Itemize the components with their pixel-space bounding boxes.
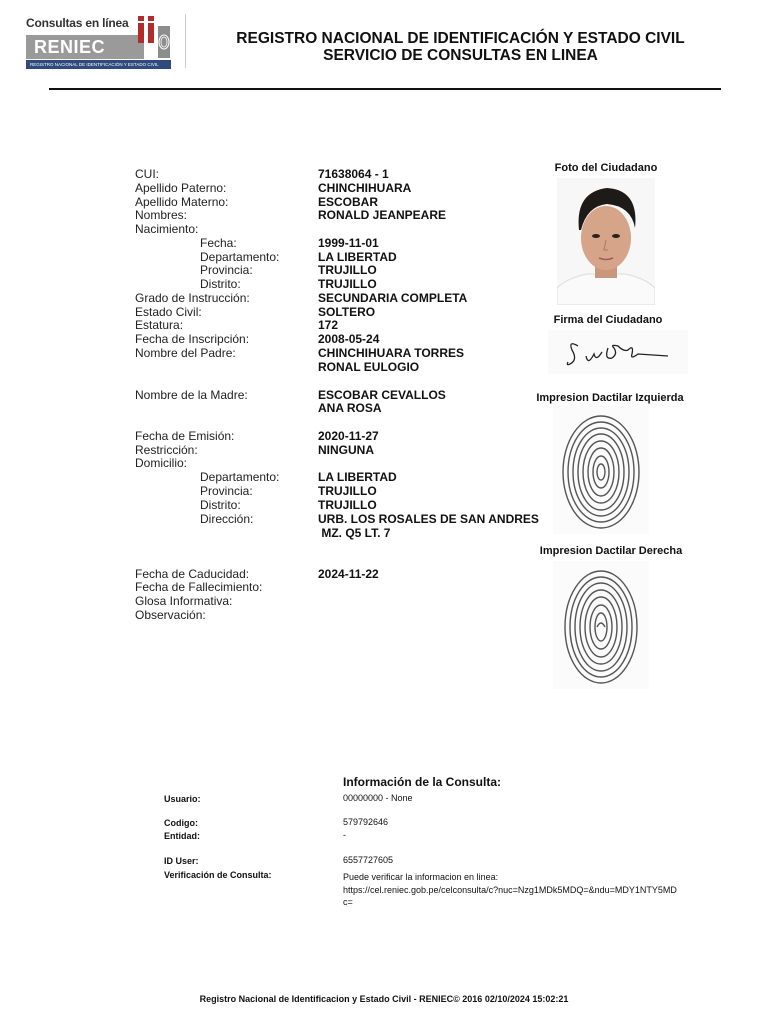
fecha-emision-label: Fecha de Emisión:: [135, 429, 235, 443]
apellido-paterno-value: CHINCHIHUARA: [318, 181, 412, 195]
nac-distrito-value: TRUJILLO: [318, 277, 377, 291]
citizen-signature: [548, 330, 688, 374]
dom-provincia-value: TRUJILLO: [318, 484, 377, 498]
header-title-line1: REGISTRO NACIONAL DE IDENTIFICACIÓN Y ESTADO CIVIL: [236, 30, 685, 47]
entidad-label: Entidad:: [164, 831, 200, 841]
nac-departamento-label: Departamento:: [200, 250, 280, 264]
iduser-value: 6557727605: [343, 855, 394, 865]
estatura-label: Estatura:: [135, 318, 184, 332]
photo-caption: Foto del Ciudadano: [554, 162, 658, 174]
verificacion-url[interactable]: https://cel.reniec.gob.pe/celconsulta/c?nuc=Nzg1MDk5MDQ=&ndu=MDY1NTY5MD: [343, 885, 677, 895]
consulta-title: Información de la Consulta:: [343, 775, 502, 789]
citizen-photo: [557, 178, 655, 305]
estado-civil-value: SOLTERO: [318, 305, 376, 319]
fecha-inscripcion-label: Fecha de Inscripción:: [135, 332, 250, 346]
fingerprint-left-caption: Impresion Dactilar Izquierda: [536, 392, 684, 404]
apellido-paterno-label: Apellido Paterno:: [135, 181, 227, 195]
estatura-value: 172: [318, 318, 339, 332]
fecha-caducidad-value: 2024-11-22: [318, 567, 379, 581]
header-title-line2: SERVICIO DE CONSULTAS EN LINEA: [323, 47, 598, 64]
logo-band: REGISTRO NACIONAL DE IDENTIFICACIÓN Y ESTADO CIVIL: [26, 60, 171, 69]
fecha-inscripcion-value: 2008-05-24: [318, 332, 380, 346]
fecha-caducidad-label: Fecha de Caducidad:: [135, 567, 250, 581]
usuario-label: Usuario:: [164, 794, 201, 804]
nombre-madre-label: Nombre de la Madre:: [135, 388, 248, 402]
estado-civil-label: Estado Civil:: [135, 305, 202, 319]
nacimiento-label: Nacimiento:: [135, 222, 199, 236]
signature-caption: Firma del Ciudadano: [553, 314, 663, 326]
nac-departamento-value: LA LIBERTAD: [318, 250, 397, 264]
reniec-emblem-icon: [134, 16, 172, 60]
header-rule: [49, 88, 721, 90]
apellido-materno-value: ESCOBAR: [318, 195, 379, 209]
grado-instruccion-value: SECUNDARIA COMPLETA: [318, 291, 468, 305]
grado-instruccion-label: Grado de Instrucción:: [135, 291, 250, 305]
restriccion-label: Restricción:: [135, 443, 198, 457]
apellido-materno-label: Apellido Materno:: [135, 195, 229, 209]
nac-provincia-value: TRUJILLO: [318, 263, 377, 277]
cui-label: CUI:: [135, 167, 159, 181]
verificacion-line1: Puede verificar la informacion en linea:: [343, 872, 499, 882]
verificacion-label: Verificación de Consulta:: [164, 870, 272, 880]
cui-value: 71638064 - 1: [318, 167, 389, 181]
dom-departamento-value: LA LIBERTAD: [318, 470, 397, 484]
fecha-fallecimiento-label: Fecha de Fallecimiento:: [135, 580, 263, 594]
footer-text: Registro Nacional de Identificacion y Estado Civil - RENIEC© 2016 02/10/2024 15:02:21: [199, 994, 569, 1004]
codigo-value: 579792646: [343, 817, 389, 827]
dom-direccion-value-line2: MZ. Q5 LT. 7: [318, 526, 391, 540]
nombre-madre-value-line1: ESCOBAR CEVALLOS: [318, 388, 446, 402]
glosa-informativa-label: Glosa Informativa:: [135, 594, 233, 608]
nac-distrito-label: Distrito:: [200, 277, 241, 291]
codigo-label: Codigo:: [164, 818, 198, 828]
logo-tagline: Consultas en línea: [26, 16, 129, 30]
dom-direccion-label: Dirección:: [200, 512, 254, 526]
header-separator: [185, 14, 186, 68]
dom-departamento-label: Departamento:: [200, 470, 280, 484]
nombre-padre-value-line1: CHINCHIHUARA TORRES: [318, 346, 465, 360]
reniec-logo: [26, 16, 171, 70]
nac-fecha-label: Fecha:: [200, 236, 237, 250]
observacion-label: Observación:: [135, 608, 206, 622]
restriccion-value: NINGUNA: [318, 443, 374, 457]
nac-fecha-value: 1999-11-01: [318, 236, 379, 250]
fingerprint-right: [553, 561, 649, 689]
domicilio-label: Domicilio:: [135, 456, 188, 470]
fingerprint-left: [553, 406, 649, 534]
nombres-label: Nombres:: [135, 208, 188, 222]
usuario-value: 00000000 - None: [343, 793, 413, 803]
verificacion-url-tail[interactable]: c=: [343, 897, 353, 907]
dom-distrito-label: Distrito:: [200, 498, 241, 512]
nombres-value: RONALD JEANPEARE: [318, 208, 447, 222]
entidad-value: -: [343, 830, 346, 840]
nac-provincia-label: Provincia:: [200, 263, 253, 277]
nombre-madre-value-line2: ANA ROSA: [318, 401, 382, 415]
logo-brand: RENIEC: [26, 35, 144, 59]
nombre-padre-value-line2: RONAL EULOGIO: [318, 360, 420, 374]
dom-distrito-value: TRUJILLO: [318, 498, 377, 512]
dom-direccion-value-line1: URB. LOS ROSALES DE SAN ANDRES: [318, 512, 539, 526]
nombre-padre-label: Nombre del Padre:: [135, 346, 236, 360]
fingerprint-right-caption: Impresion Dactilar Derecha: [539, 545, 683, 557]
fecha-emision-value: 2020-11-27: [318, 429, 379, 443]
dom-provincia-label: Provincia:: [200, 484, 253, 498]
iduser-label: ID User:: [164, 856, 199, 866]
